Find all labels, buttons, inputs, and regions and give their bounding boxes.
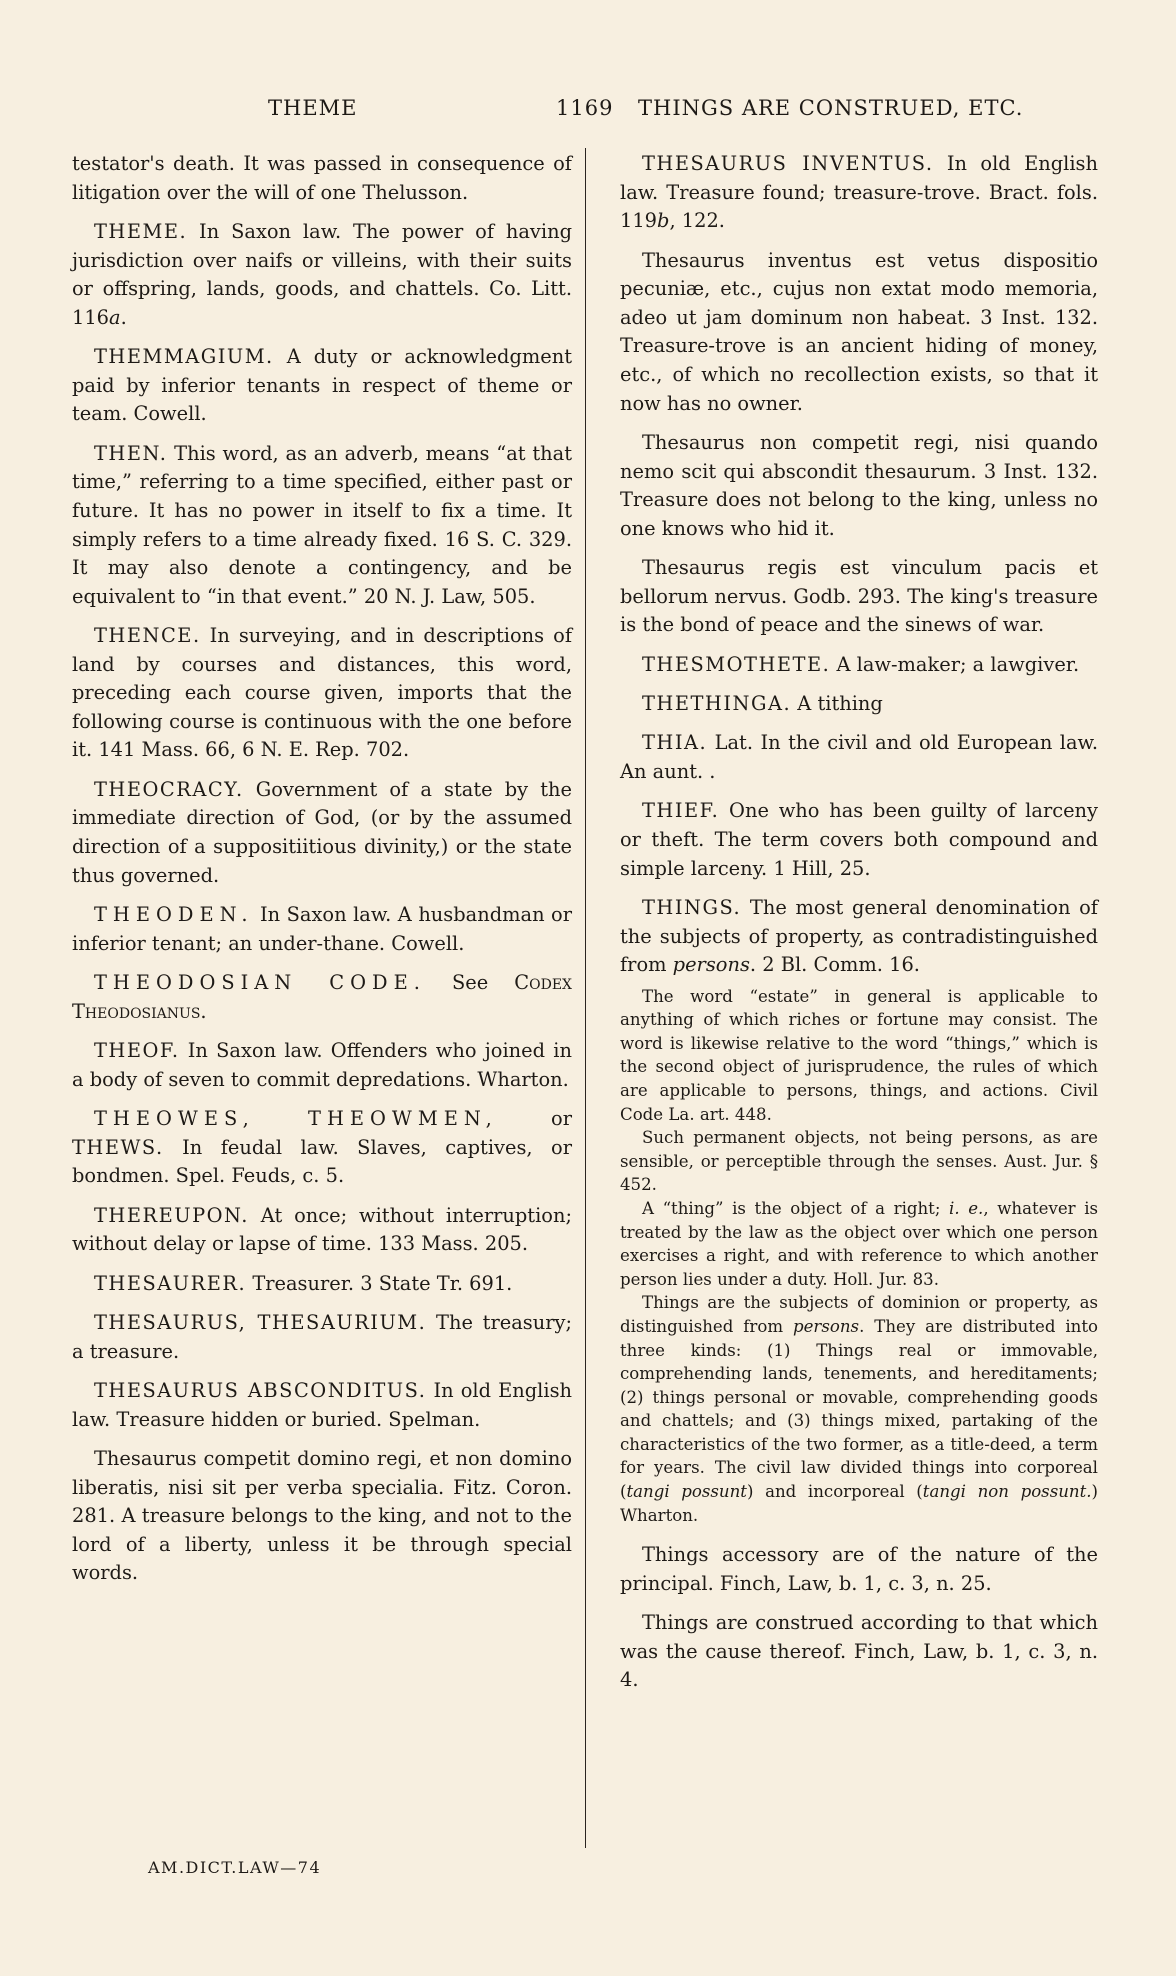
entry-text-end: . bbox=[200, 999, 207, 1023]
entry-text-end: , 122. bbox=[669, 209, 725, 233]
entry-text-end: . bbox=[120, 305, 127, 329]
entry-text: Lat. In the civil and old European law. An aunt. . bbox=[620, 731, 1098, 784]
entry-text: The most general denomination of the subjects of property, as contradistinguished from bbox=[620, 896, 1098, 977]
entry-term: THESAURUS ABSCONDITUS. bbox=[94, 1378, 427, 1402]
entry-thereupon bbox=[72, 1202, 572, 1259]
header-right-guide-word: THINGS ARE CONSTRUED, ETC. bbox=[638, 96, 1024, 120]
maxim-competit-domino bbox=[72, 1445, 572, 1588]
signature-mark: AM.DICT.LAW—74 bbox=[148, 1858, 322, 1877]
entry-term: THINGS. bbox=[642, 896, 742, 920]
right-column bbox=[620, 150, 1098, 1706]
maxim-text: Things accessory are of the nature of the principal. Finch, Law, b. 1, c. 3, n. 25. bbox=[620, 1543, 1098, 1595]
entry-theof bbox=[72, 1037, 572, 1094]
entry-things bbox=[620, 894, 1098, 980]
entry-term: THESMOTHETE. bbox=[642, 652, 831, 676]
note-italic: tangi non possunt. bbox=[922, 1482, 1092, 1502]
note-text: ) Wharton. bbox=[620, 1482, 1099, 1525]
entry-text: In surveying, and in descriptions of land by courses and distances, this word, preceding each course given, imports that the following course is continuous with the one before it. 141 Mass. 66, 6 N. E. Rep. 702. bbox=[72, 624, 572, 762]
entry-theocracy bbox=[72, 776, 572, 890]
maxim-text: Thesaurus inventus est vetus dispositio pecuniæ, etc., cujus non extat modo memoria, adeo ut jam dominum non habeat. 3 Inst. 132. Treasure-trove is an ancient hiding of money, etc., of which no recollection exists, so that it now has no owner. bbox=[620, 248, 1098, 415]
entry-thesaurus-inventus bbox=[620, 150, 1098, 236]
entry-themmagium bbox=[72, 343, 572, 429]
entry-text: In Saxon law. The power of having jurisdiction over naifs or villeins, with their suits or offspring, lands, goods, and chattels. Co. Litt. 116 bbox=[72, 219, 572, 329]
entry-thesaurer bbox=[72, 1270, 572, 1299]
entry-thethinga bbox=[620, 690, 1098, 719]
entry-text: A tithing bbox=[791, 692, 883, 716]
entry-text: This word, as an adverb, means “at that time,” referring to a time specified, either past or future. It has no power in itself to fix a time. It simply refers to a time already fixed. 16 S. C. 329. It may also denote a contingency, and be equivalent to “in that event.” 20 N. J. Law, 505. bbox=[72, 441, 572, 608]
entry-text: A duty or acknowledgment paid by inferior tenants in respect of theme or team. Cowell. bbox=[72, 345, 572, 426]
entry-text: In Saxon law. Offenders who joined in a body of seven to commit depredations. Wharton. bbox=[72, 1039, 572, 1091]
entry-then bbox=[72, 440, 572, 612]
maxim-regis bbox=[620, 554, 1098, 640]
entry-term: THEWS. bbox=[72, 1135, 164, 1159]
entry-thia bbox=[620, 729, 1098, 786]
entry-theodosian-code bbox=[72, 969, 572, 1026]
maxim-text: Thesaurus competit domino regi, et non domino liberatis, nisi sit per verba specialia. Fitz. Coron. 281. A treasure belongs to the king, and not to the lord of a liberty, unless it be through special words. bbox=[72, 1446, 572, 1585]
note-text: . They are distributed into three kinds: (1) Things real or immovable, comprehending lands, tenements, and hereditaments; (2) things personal or movable, comprehending goods and chattels; and (3) things mixed, partaking of the characteristics of the two former, as a title-deed, a term for years. The civil law divided things into corporeal ( bbox=[620, 1316, 1098, 1502]
entry-term: THETHINGA. bbox=[642, 692, 792, 716]
entry-term: THIA. bbox=[642, 731, 708, 755]
entry-text: In Saxon law. A husbandman or inferior tenant; an under-thane. Cowell. bbox=[72, 903, 572, 955]
note-text: ) and incorporeal ( bbox=[746, 1482, 923, 1502]
entry-text: A law-maker; a lawgiver. bbox=[830, 652, 1080, 676]
maxim-text: Things are construed according to that which was the cause thereof. Finch, Law, b. 1, c. 3, n. 4. bbox=[620, 1611, 1098, 1692]
note-italic: i. e. bbox=[949, 1198, 984, 1218]
entry-term: THIEF. bbox=[642, 799, 720, 823]
maxim-text: Thesaurus non competit regi, nisi quando nemo scit qui abscondit thesaurum. 3 Inst. 132. Treasure does not belong to the king, unless no one knows who hid it. bbox=[620, 430, 1098, 540]
page-number: 1169 bbox=[556, 96, 614, 120]
entry-text: In old English law. Treasure hidden or buried. Spelman. bbox=[72, 1378, 573, 1431]
entry-cite-italic: a bbox=[109, 305, 121, 329]
maxim-accessory bbox=[620, 1541, 1098, 1598]
maxim-construed bbox=[620, 1609, 1098, 1695]
entry-italic: persons bbox=[672, 953, 750, 977]
column-divider bbox=[585, 148, 586, 1848]
entry-text: or bbox=[497, 1106, 572, 1130]
note-text: The word “estate” in general is applicable to anything of which riches or fortune may consist. The word is likewise relative to the word “things,” which is the second object of jurisprudence, the rules of which are applicable to persons, things, and actions. Civil Code La. art. 448. bbox=[620, 986, 1098, 1124]
entry-term: THESAURUS INVENTUS. bbox=[642, 152, 934, 175]
maxim-text: Thesaurus regis est vinculum pacis et bellorum nervus. Godb. 293. The king's treasure is the bond of peace and the sinews of war. bbox=[620, 556, 1098, 637]
entry-term: THEOWMEN, bbox=[308, 1106, 498, 1130]
entry-term: THEOCRACY. bbox=[94, 777, 244, 801]
entry-text: See bbox=[425, 971, 515, 995]
note-text: Such permanent objects, not being persons, as are sensible, or perceptible through the senses. Aust. Jur. § 452. bbox=[620, 1128, 1098, 1195]
entry-text: Government of a state by the immediate direction of God, (or by the assumed direction of a suppositiitious divinity,) or the state thus governed. bbox=[72, 777, 572, 887]
entry-text: In old English law. Treasure found; treasure-trove. Bract. fols. 119 bbox=[620, 152, 1098, 233]
entry-theme bbox=[72, 218, 572, 332]
entry-thesaurus bbox=[72, 1309, 572, 1366]
entry-term: THEOF. bbox=[94, 1039, 180, 1062]
note-text: A “thing” is the object of a right; bbox=[642, 1198, 950, 1218]
header-left-guide-word: THEME bbox=[268, 96, 358, 120]
entry-thesmothete bbox=[620, 651, 1098, 680]
entry-thence bbox=[72, 622, 572, 765]
cross-reference: Codex Theodosianus bbox=[72, 971, 573, 1023]
entry-text: One who has been guilty of larceny or theft. The term covers both compound and simple larceny. 1 Hill, 25. bbox=[620, 799, 1098, 880]
entry-text: The treasury; a treasure. bbox=[72, 1310, 572, 1363]
maxim-inventus bbox=[620, 247, 1098, 419]
entry-continuation bbox=[72, 150, 572, 207]
entry-term: THEME. bbox=[94, 219, 188, 243]
entry-cite-italic: b bbox=[657, 209, 670, 233]
entry-term: THEN. bbox=[94, 441, 168, 465]
note-text: Things are the subjects of dominion or property, as distinguished from bbox=[620, 1293, 1098, 1336]
entry-term: THENCE. bbox=[94, 624, 201, 648]
entry-term: THESAURUS, THESAURIUM. bbox=[94, 1310, 427, 1334]
things-notes bbox=[620, 985, 1098, 1528]
entry-theowes bbox=[72, 1105, 572, 1191]
entry-term: THESAURER. bbox=[94, 1271, 247, 1295]
note-subjects-of-dominion bbox=[620, 1291, 1098, 1527]
entry-thief bbox=[620, 797, 1098, 883]
entry-thesaurus-absconditus bbox=[72, 1377, 572, 1434]
note-permanent-objects bbox=[620, 1126, 1098, 1197]
entry-term: THEMMAGIUM. bbox=[94, 345, 274, 369]
entry-text-end: . 2 Bl. Comm. 16. bbox=[749, 953, 920, 977]
entry-term: THEODEN. bbox=[94, 903, 254, 927]
note-text: , whatever is treated by the law as the object over which one person exercises a right, and with reference to which another person lies under a duty. Holl. Jur. 83. bbox=[620, 1198, 1099, 1289]
running-header bbox=[0, 96, 1176, 126]
note-italic: tangi possunt bbox=[626, 1482, 747, 1502]
entry-text: In feudal law. Slaves, captives, or bondmen. Spel. Feuds, c. 5. bbox=[72, 1135, 572, 1188]
entry-term: THEREUPON. bbox=[94, 1203, 249, 1227]
left-column bbox=[72, 150, 572, 1599]
maxim-non-competit bbox=[620, 429, 1098, 543]
entry-text: At once; without interruption; without delay or lapse of time. 133 Mass. 205. bbox=[72, 1203, 572, 1256]
entry-theoden bbox=[72, 901, 572, 958]
entry-term: THEOWES, bbox=[94, 1106, 255, 1130]
note-estate bbox=[620, 985, 1098, 1127]
entry-term: THEODOSIAN CODE. bbox=[94, 971, 426, 995]
note-object-of-right bbox=[620, 1197, 1098, 1291]
entry-text: Treasurer. 3 State Tr. 691. bbox=[246, 1271, 513, 1295]
note-italic: persons bbox=[792, 1316, 860, 1336]
entry-text: testator's death. It was passed in consequence of litigation over the will of one Thelusson. bbox=[72, 152, 572, 204]
